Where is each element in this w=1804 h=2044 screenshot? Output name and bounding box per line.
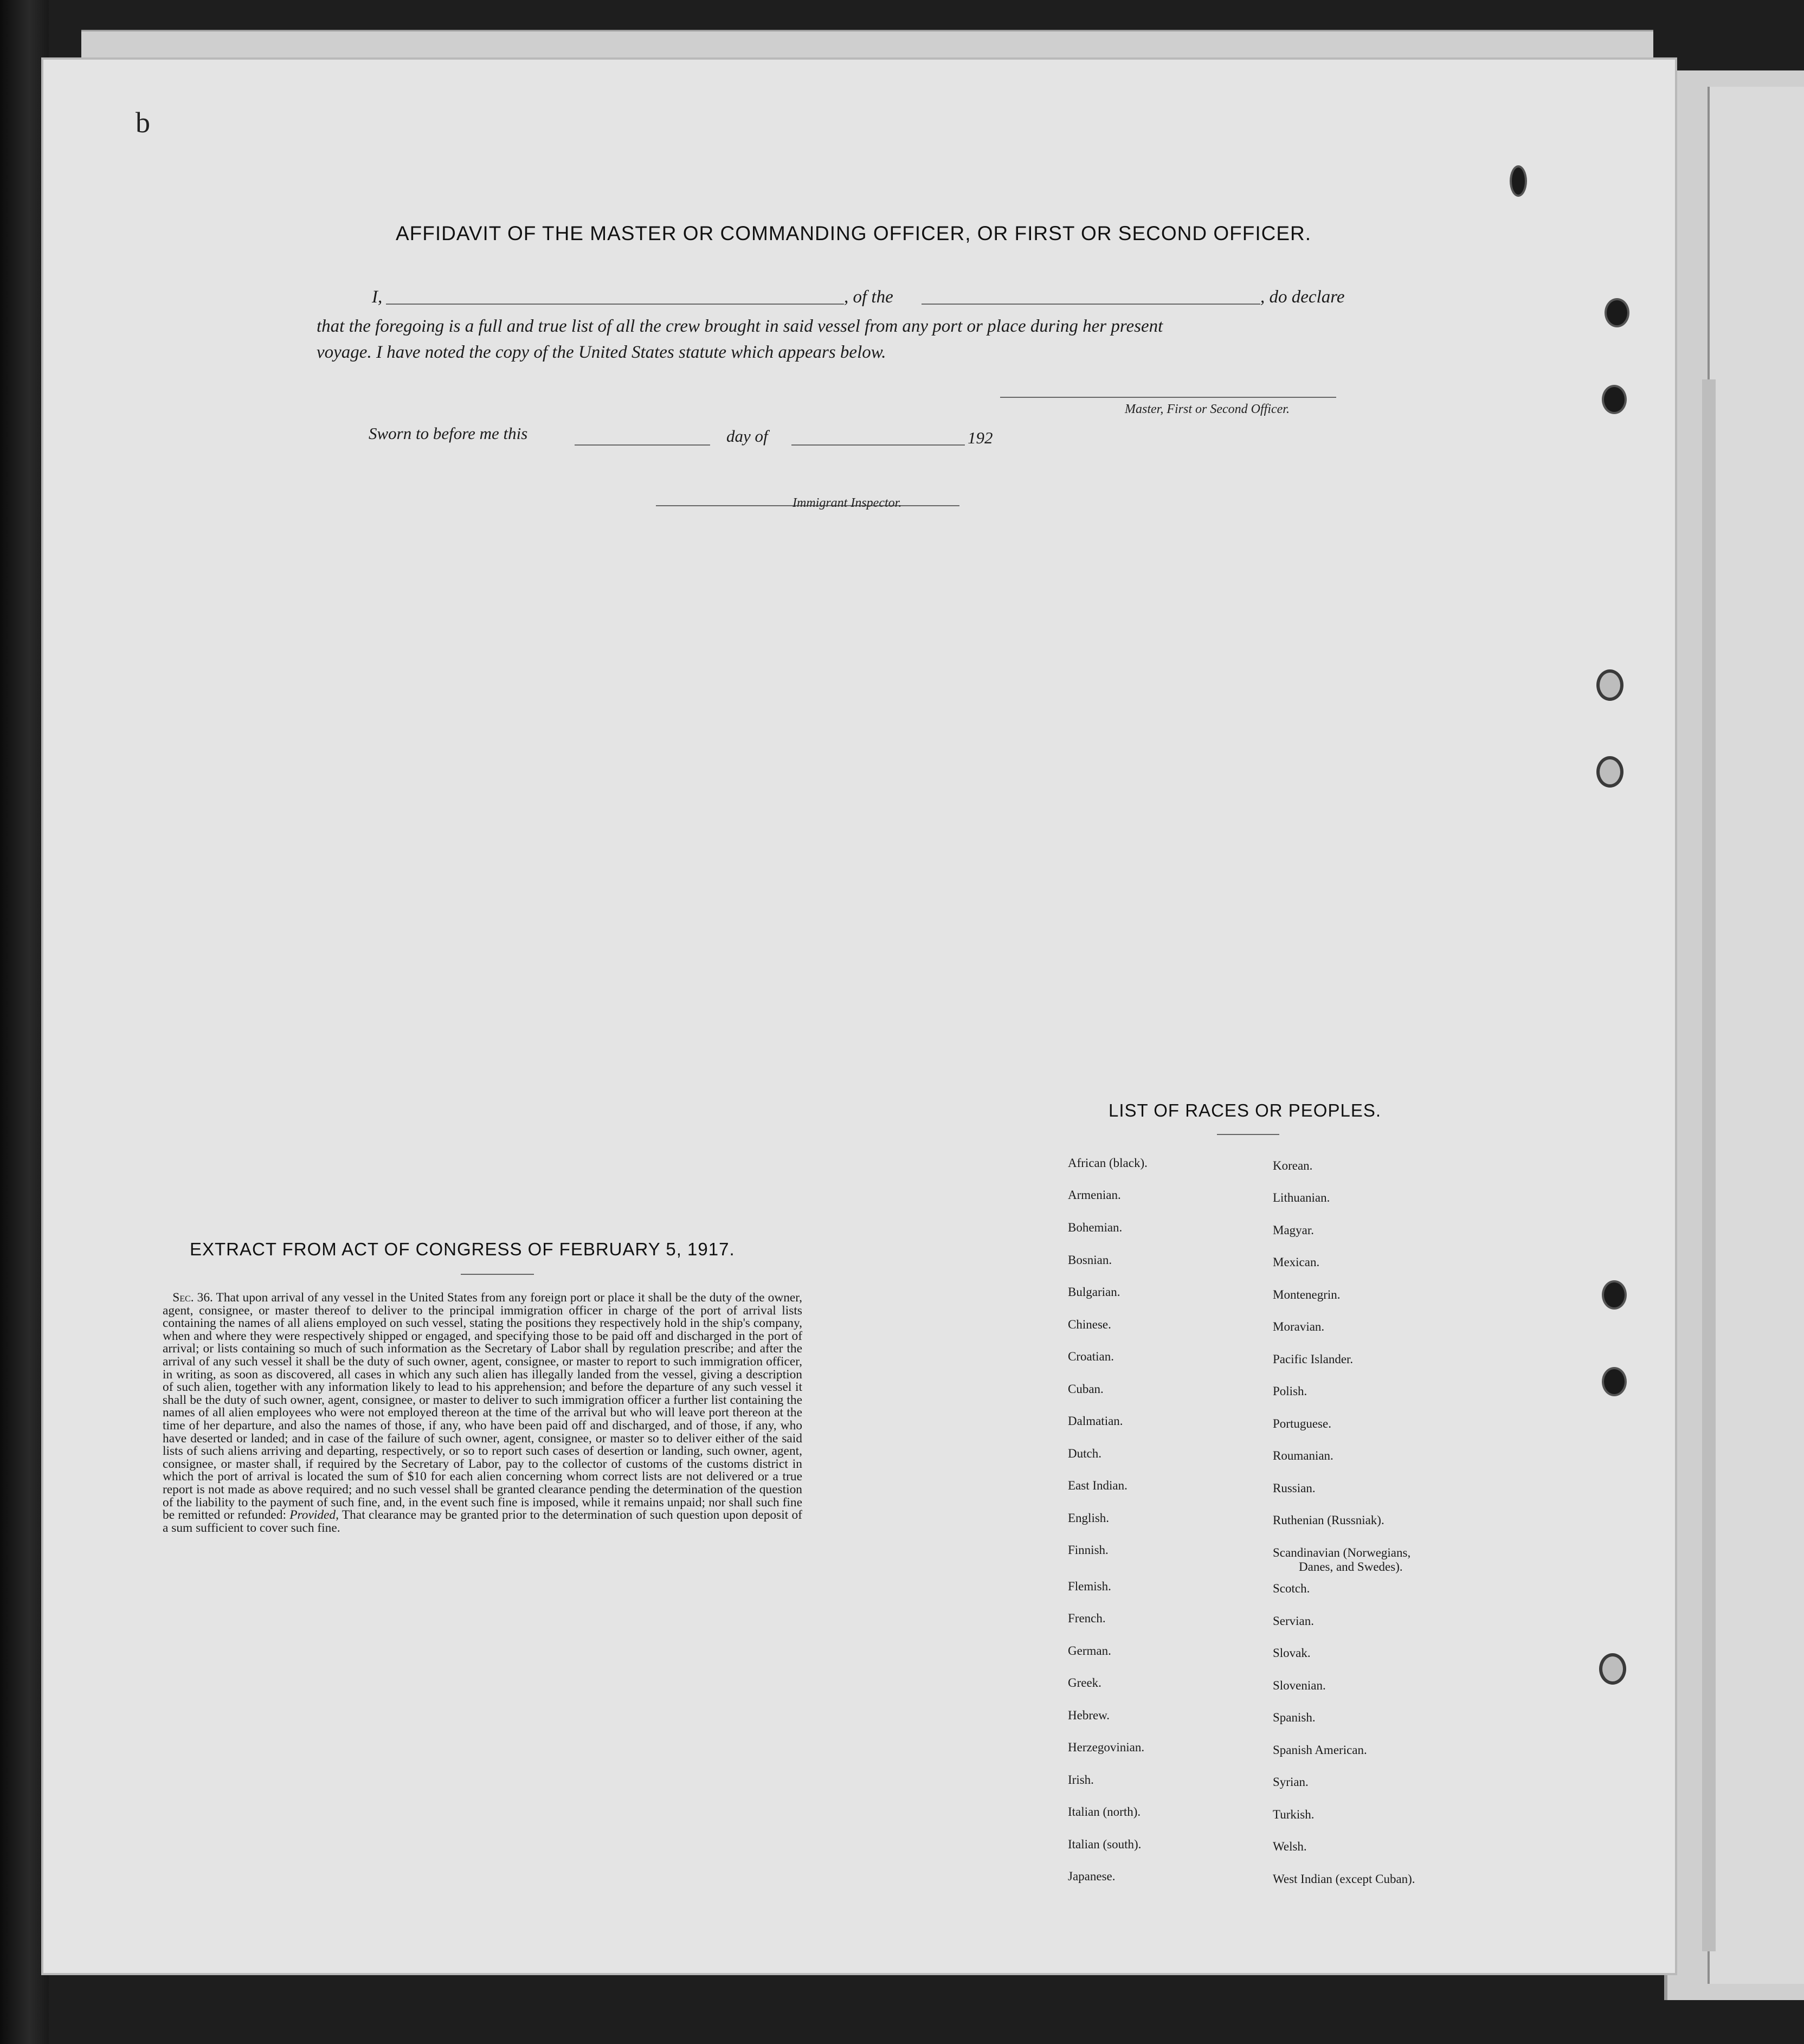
sworn-month-blank[interactable] xyxy=(791,444,965,446)
race-item: Montenegrin. xyxy=(1273,1288,1341,1301)
race-item: Portuguese. xyxy=(1273,1417,1331,1430)
master-signature-label: Master, First or Second Officer. xyxy=(1125,402,1290,416)
affidavit-of-the: , of the xyxy=(844,287,893,307)
race-item: Bohemian. xyxy=(1068,1221,1123,1234)
race-item: Bulgarian. xyxy=(1068,1285,1120,1299)
race-item: Finnish. xyxy=(1068,1543,1109,1557)
races-title-rule xyxy=(1217,1134,1279,1135)
race-item: Armenian. xyxy=(1068,1188,1121,1202)
race-item: Korean. xyxy=(1273,1159,1313,1172)
binder-hole-icon xyxy=(1599,1653,1626,1685)
statute-ending: That clearance may be granted prior to the determination of such question upon deposit of a sum sufficient to cover such fine. xyxy=(163,1508,802,1535)
race-item: Russian. xyxy=(1273,1481,1316,1495)
race-item: Moravian. xyxy=(1273,1320,1325,1333)
statute-section: Sec. 36. xyxy=(172,1291,213,1305)
sworn-year: 192 xyxy=(968,428,993,447)
race-item: English. xyxy=(1068,1511,1110,1525)
race-item: Roumanian. xyxy=(1273,1449,1333,1462)
extract-title: EXTRACT FROM ACT OF CONGRESS OF FEBRUARY 5, 1917. xyxy=(190,1239,735,1259)
race-item: Dalmatian. xyxy=(1068,1414,1123,1428)
race-item: Slovak. xyxy=(1273,1646,1311,1660)
affidavit-line-3: voyage. I have noted the copy of the United States statute which appears below. xyxy=(317,343,886,362)
binder-hole-icon xyxy=(1596,756,1623,788)
race-item: Turkish. xyxy=(1273,1808,1315,1821)
race-item: Mexican. xyxy=(1273,1255,1320,1269)
races-title: LIST OF RACES OR PEOPLES. xyxy=(1109,1100,1382,1120)
race-item: Cuban. xyxy=(1068,1382,1104,1396)
statute-body: That upon arrival of any vessel in the United States from any foreign port or place it shall be the duty of the owner, agent, consignee, or master thereof to deliver to the principal immigration officer in charge of the port of arrival lists containing the names of all aliens employed on such vessel, stating the positions they respectively hold in the ship's company, when and where they were respectively shipped or engaged, and specifying those to be paid off and discharged in the port of arrival; or lists containing so much of such information as the Secretary of Labor shall by regulation prescribe; and after the arrival of any such vessel it shall be the duty of such owner, agent, consignee, or master to report to such immigration officer, in writing, as soon as discovered, all cases in which any such alien has illegally landed from the vessel, giving a description of such alien, together with any information likely to lead to his apprehension; and before the departure of any such vessel it shall be the duty of such owner, agent, consignee, or master to deliver to such immigration officer a further list containing the names of all alien employees who were not employed thereon at the time of the arrival but who will leave port thereon at the time of her departure, and also the names of those, if any, who have been paid off and discharged, and of those, if any, who have deserted or landed; and in case of the failure of such owner, agent, consignee, or master so to deliver either of the said lists of such aliens arriving and departing, respectively, or so to report such cases of desertion or landing, such owner, agent, consignee, or master shall, if required by the Secretary of Labor, pay to the collector of customs of the customs district in which the port of arrival is located the sum of $10 for each alien concerning whom correct lists are not delivered or a true report is not made as above required; and no such vessel shall be granted clearance pending the determination of the question of the liability to the payment of such fine, and, in the event such fine is imposed, while it remains unpaid; nor shall such fine be remitted or refunded: xyxy=(163,1291,802,1523)
race-item: Scandinavian (Norwegians, xyxy=(1273,1546,1411,1559)
race-item: Croatian. xyxy=(1068,1350,1114,1363)
vessel-blank[interactable] xyxy=(922,304,1260,305)
race-item: Flemish. xyxy=(1068,1579,1111,1593)
race-item: Spanish American. xyxy=(1273,1743,1367,1757)
race-item: Scotch. xyxy=(1273,1582,1310,1595)
race-item: French. xyxy=(1068,1611,1106,1625)
race-item: East Indian. xyxy=(1068,1479,1128,1492)
statute-provided: Provided, xyxy=(289,1508,339,1523)
affidavit-line-2: that the foregoing is a full and true list of all the crew brought in said vessel from any port or place during her present xyxy=(317,317,1163,336)
binder-hole-icon xyxy=(1602,385,1627,414)
race-item: Dutch. xyxy=(1068,1447,1101,1460)
binder-hole-icon xyxy=(1602,1367,1627,1396)
name-blank[interactable] xyxy=(386,304,844,305)
race-item-scandinavian xyxy=(1273,1546,1410,1574)
race-item: Polish. xyxy=(1273,1384,1307,1398)
page-fold-strip xyxy=(1702,379,1716,1951)
race-item-continued: Danes, and Swedes). xyxy=(1299,1560,1403,1574)
affidavit-title: AFFIDAVIT OF THE MASTER OR COMMANDING OFFICER, OR FIRST OR SECOND OFFICER. xyxy=(396,222,1312,244)
binder-hole-icon xyxy=(1602,1280,1627,1310)
race-item: Bosnian. xyxy=(1068,1253,1112,1267)
race-item: Spanish. xyxy=(1273,1711,1316,1724)
extract-title-rule xyxy=(461,1274,534,1275)
sworn-text: Sworn to before me this xyxy=(369,424,528,443)
race-item: West Indian (except Cuban). xyxy=(1273,1872,1415,1886)
adjacent-page-sheet xyxy=(1708,87,1804,1984)
race-item: Magyar. xyxy=(1273,1223,1315,1237)
binder-hole-icon xyxy=(1510,165,1527,197)
sworn-day-of: day of xyxy=(726,427,768,446)
race-item: Irish. xyxy=(1068,1773,1094,1787)
corner-handwritten-mark: b xyxy=(136,106,150,139)
race-item: Italian (south). xyxy=(1068,1837,1142,1851)
race-item: German. xyxy=(1068,1644,1111,1658)
race-item: African (black). xyxy=(1068,1156,1148,1170)
race-item: Servian. xyxy=(1273,1614,1315,1628)
affidavit-do-declare: , do declare xyxy=(1260,287,1345,307)
sworn-day-blank[interactable] xyxy=(575,444,710,446)
race-item: Pacific Islander. xyxy=(1273,1352,1354,1366)
master-signature-line[interactable] xyxy=(1000,397,1336,398)
binder-hole-icon xyxy=(1605,298,1629,327)
race-item: Herzegovinian. xyxy=(1068,1740,1145,1754)
scanner-frame-left xyxy=(0,0,49,2044)
race-item: Welsh. xyxy=(1273,1840,1307,1853)
race-item: Italian (north). xyxy=(1068,1805,1141,1819)
race-item: Ruthenian (Russniak). xyxy=(1273,1513,1384,1527)
binder-hole-icon xyxy=(1596,669,1623,701)
race-item: Slovenian. xyxy=(1273,1679,1326,1692)
race-item: Japanese. xyxy=(1068,1869,1116,1883)
affidavit-i: I, xyxy=(372,287,383,307)
race-item: Chinese. xyxy=(1068,1318,1111,1331)
race-item: Hebrew. xyxy=(1068,1708,1110,1722)
race-item: Lithuanian. xyxy=(1273,1191,1330,1204)
statute-text xyxy=(163,1292,802,1534)
inspector-signature-label: Immigrant Inspector. xyxy=(793,496,902,510)
race-item: Syrian. xyxy=(1273,1775,1309,1789)
race-item: Greek. xyxy=(1068,1676,1101,1690)
